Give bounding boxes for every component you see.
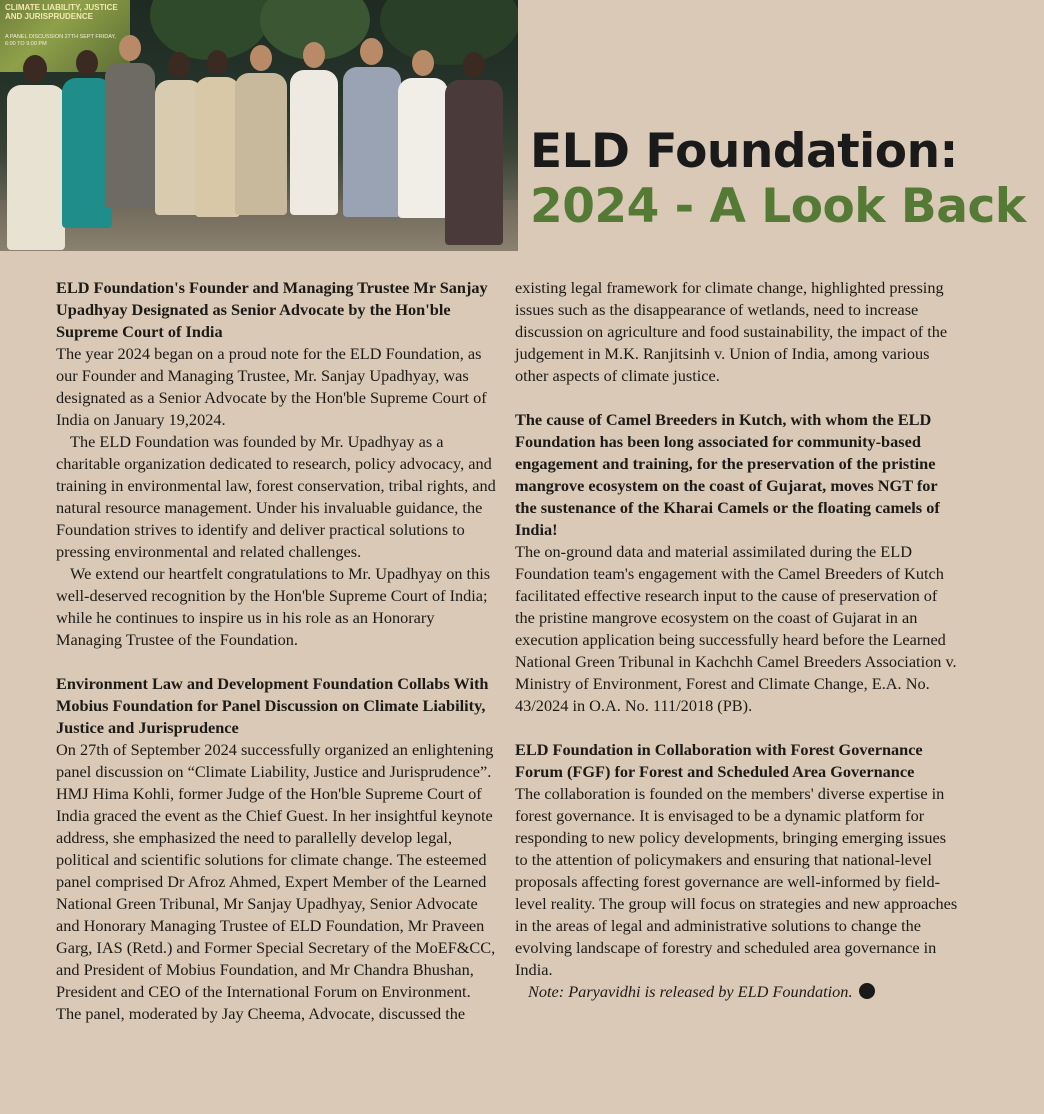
section-heading: The cause of Camel Breeders in Kutch, with whom the ELD Foundation has been long associated for community-based engagement and training, for the preservation of the pristine mangrove ecosystem on the coast of Gujarat, moves NGT for the sustenance of the Kharai Camels or the floating camels of India! bbox=[515, 410, 940, 539]
paragraph: The ELD Foundation was founded by Mr. Upadhyay as a charitable organization dedicated to research, policy advocacy, and training in environmental law, forest conservation, tribal rights, and natural resource management. Under his invaluable guidance, the Foundation strives to identify and deliver practical solutions to pressing environmental and related challenges. bbox=[56, 432, 496, 561]
footnote bbox=[515, 981, 960, 1003]
paragraph: existing legal framework for climate change, highlighted pressing issues such as the disappearance of wetlands, need to increase discussion on agriculture and food sustainability, the impact of the judgement in M.K. Ranjitsinh v. Union of India, among various other aspects of climate justice. bbox=[515, 278, 948, 385]
page-title bbox=[530, 124, 1030, 234]
title-line-2: 2024 - A Look Back bbox=[530, 179, 1026, 234]
section-heading: ELD Foundation in Collaboration with Forest Governance Forum (FGF) for Forest and Scheduled Area Governance bbox=[515, 740, 923, 781]
right-column bbox=[515, 277, 960, 1003]
title-line-1: ELD Foundation: bbox=[530, 124, 958, 179]
section-heading: ELD Foundation's Founder and Managing Trustee Mr Sanjay Upadhyay Designated as Senior Advocate by the Hon'ble Supreme Court of India bbox=[56, 278, 488, 341]
footnote-text: Note: Paryavidhi is released by ELD Foundation. bbox=[528, 982, 853, 1001]
group-photo bbox=[0, 0, 518, 251]
banner-subtitle: A PANEL DISCUSSION 27TH SEPT FRIDAY, 6:00 TO 9:00 PM bbox=[5, 34, 116, 47]
paragraph: The year 2024 began on a proud note for the ELD Foundation, as our Founder and Managing Trustee, Mr. Sanjay Upadhyay, was designated as a Senior Advocate by the Hon'ble Supreme Court of India on January 19,2024. bbox=[56, 344, 487, 429]
paragraph: The on-ground data and material assimilated during the ELD Foundation team's engagement with the Camel Breeders of Kutch facilitated effective research input to the cause of preservation of the pristine mangrove ecosystem on the coast of Gujarat in an execution application being successfully heard before the Learned National Green Tribunal in Kachchh Camel Breeders Association v. Ministry of Environment, Forest and Climate Change, E.A. No. 43/2024 in O.A. No. 111/2018 (PB). bbox=[515, 542, 957, 715]
paragraph: The collaboration is founded on the members' diverse expertise in forest governance. It is envisaged to be a dynamic platform for responding to new policy developments, bringing emerging issues to the attention of policymakers and ensuring that national-level proposals affecting forest governance are well-informed by field-level reality. The group will focus on strategies and new approaches in the areas of legal and administrative solutions to change the evolving landscape of forestry and scheduled area governance in India. bbox=[515, 784, 958, 979]
banner-title: CLIMATE LIABILITY, JUSTICE AND JURISPRUDENCE bbox=[5, 3, 118, 21]
end-mark-icon bbox=[859, 983, 875, 999]
left-column bbox=[56, 277, 496, 1025]
section-heading: Environment Law and Development Foundation Collabs With Mobius Foundation for Panel Discussion on Climate Liability, Justice and Jurisprudence bbox=[56, 674, 489, 737]
paragraph: We extend our heartfelt congratulations to Mr. Upadhyay on this well-deserved recognition by the Hon'ble Supreme Court of India; while he continues to inspire us in his role as an Honorary Managing Trustee of the Foundation. bbox=[56, 564, 491, 649]
paragraph: On 27th of September 2024 successfully organized an enlightening panel discussion on “Climate Liability, Justice and Jurisprudence”. HMJ Hima Kohli, former Judge of the Hon'ble Supreme Court of India graced the event as the Chief Guest. In her insightful keynote address, she emphasized the need to parallelly develop legal, political and scientific solutions for climate change. The esteemed panel comprised Dr Afroz Ahmed, Expert Member of the Learned National Green Tribunal, Mr Sanjay Upadhyay, Senior Advocate and Honorary Managing Trustee of ELD Foundation, Mr Praveen Garg, IAS (Retd.) and Former Special Secretary of the MoEF&CC, and President of Mobius Foundation, and Mr Chandra Bhushan, President and CEO of the International Forum on Environment. The panel, moderated by Jay Cheema, Advocate, discussed the bbox=[56, 740, 496, 1023]
